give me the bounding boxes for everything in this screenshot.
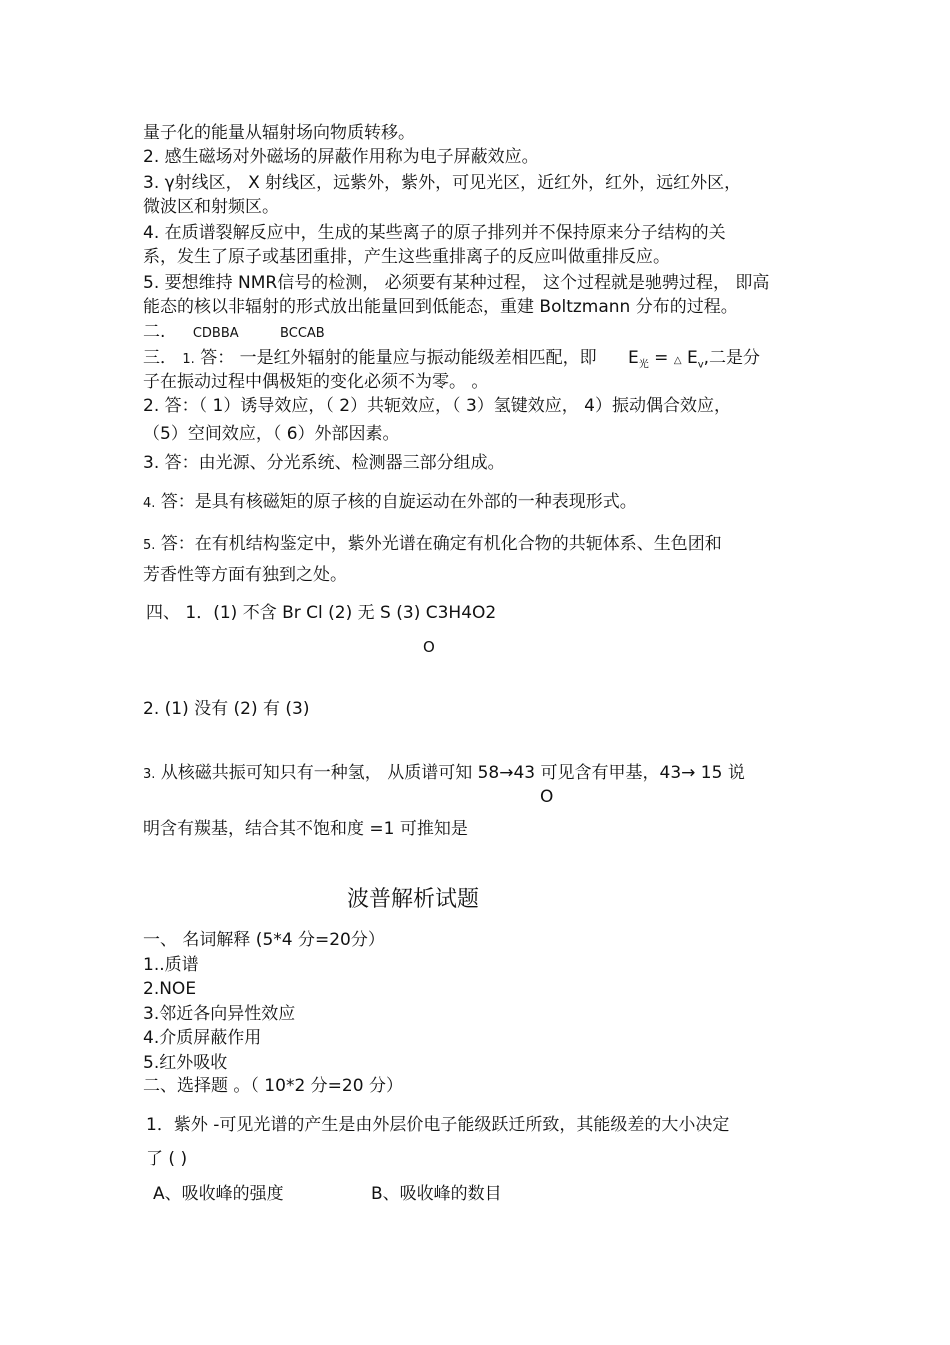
section4-q3-line2: 明含有羰基，结合其不饱和度 =1 可推知是 [143,819,468,839]
answer-q5-line2: 能态的核以非辐射的形式放出能量回到低能态，重建 Boltzmann 分布的过程。 [143,297,738,317]
answer-line-1: 量子化的能量从辐射场向物质转移。 [143,123,415,143]
delta-symbol: △ [673,355,682,366]
section3-q5-line2: 芳香性等方面有独到之处。 [143,565,347,585]
section3-q2-line2: （5）空间效应，（ 6）外部因素。 [143,424,400,444]
section3-q5-text: 答：在有机结构鉴定中，紫外光谱在确定有机化合物的共轭体系、生色团和 [160,534,722,554]
section3-prefix: 三． [143,348,177,368]
formula-e-v: E [681,348,698,368]
section2-answers [143,321,325,345]
section4-q3-number: 3. [143,767,156,782]
answer-q3-line1: 3. γ射线区， X 射线区，远紫外，紫外，可见光区，近红外，红外，远红外区， [143,173,742,193]
section4-q1: 四、 1．(1) 不含 Br Cl (2) 无 S (3) C3H4O2 [146,603,497,623]
exam-section1-heading: 一、 名词解释 (5*4 分=20分） [143,930,385,950]
formula-sub-light: 光 [638,359,649,371]
term-item: 1..质谱 [143,955,199,975]
exam-section2-heading: 二、选择题 。（ 10*2 分=20 分） [143,1076,403,1096]
section2-label: 二. [143,322,166,342]
section3-q1-text: 答： 一是红外辐射的能量应与振动能级差相匹配，即 [200,348,597,368]
formula-sub-v: v [697,359,704,371]
section3-q1-number: 1. [182,352,195,367]
structure-oxygen-1: O [423,638,435,656]
section3-q4-text: 答：是具有核磁矩的原子核的自旋运动在外部的一种表现形式。 [160,492,637,512]
section3-q4 [143,491,637,515]
section4-q3-line1 [143,762,745,786]
section2-answer-group2: BCCAB [280,326,325,341]
section2-answer-group1: CDBBA [192,326,239,341]
question1-line1: 1．紫外 -可见光谱的产生是由外层价电子能级跃迁所致，其能级差的大小决定 [146,1115,730,1135]
section3-q1-line2: 子在振动过程中偶极矩的变化必须不为零。 。 [143,372,489,392]
section4-q2: 2. (1) 没有 (2) 有 (3) [143,699,310,719]
section3-q3: 3. 答：由光源、分光系统、检测器三部分组成。 [143,453,505,473]
answer-q3-line2: 微波区和射频区。 [143,197,279,217]
question1-line2: 了 ( ) [146,1149,188,1169]
answer-q4-line2: 系，发生了原子或基团重排，产生这些重排离子的反应叫做重排反应。 [143,247,670,267]
answer-q4-line1: 4. 在质谱裂解反应中，生成的某些离子的原子排列并不保持原来分子结构的关 [143,223,726,243]
exam-title: 波普解析试题 [347,887,480,912]
section3-q4-number: 4. [143,496,156,511]
term-item: 5.红外吸收 [143,1053,228,1073]
section3-q2-line1: 2. 答：（ 1）诱导效应，（ 2）共轭效应，（ 3）氢键效应， 4）振动偶合效应， [143,396,732,416]
term-item: 4.介质屏蔽作用 [143,1028,262,1048]
structure-oxygen-2: O [540,787,554,807]
answer-q2: 2. 感生磁场对外磁场的屏蔽作用称为电子屏蔽效应。 [143,147,539,167]
option-b: B、吸收峰的数目 [371,1184,502,1204]
section3-q5-number: 5. [143,538,156,553]
answer-q5-line1: 5. 要想维持 NMR信号的检测， 必须要有某种过程， 这个过程就是驰骋过程， 即高 [143,273,770,293]
formula-equals: = [648,348,674,368]
section4-q3-text: 从核磁共振可知只有一种氢， 从质谱可知 58→43 可见含有甲基，43→ 15 说 [160,763,745,783]
section3-q1-tail: ,二是分 [703,348,761,368]
option-a: A、吸收峰的强度 [153,1184,284,1204]
formula-e-light: E [628,348,639,368]
term-item: 3.邻近各向异性效应 [143,1004,296,1024]
section3-q5-line1 [143,533,722,557]
term-item: 2.NOE [143,979,197,999]
